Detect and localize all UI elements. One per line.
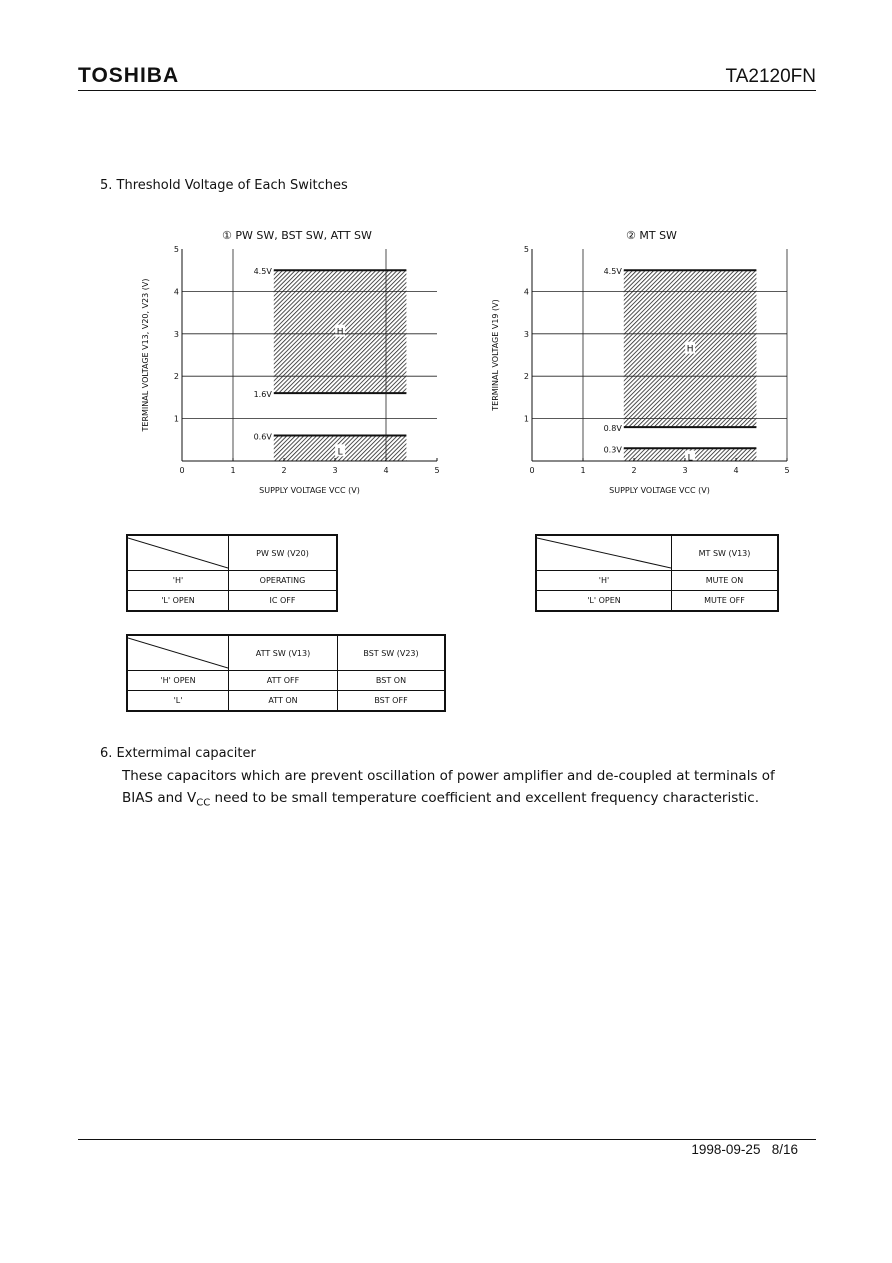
section6-line1: These capacitors which are prevent oscillation of power amplifier and de-coupled at terminals of	[122, 768, 775, 784]
pw-sw-table	[126, 534, 338, 612]
section5-title: 5. Threshold Voltage of Each Switches	[100, 178, 348, 193]
toshiba-logo: TOSHIBA	[78, 64, 180, 87]
x-tick-label: 3	[332, 466, 338, 475]
y-tick-label: 4	[173, 287, 179, 297]
part-number: TA2120FN	[725, 66, 816, 87]
vcc-subscript: CC	[196, 797, 211, 809]
x-tick-label: 0	[529, 466, 535, 475]
table-cell: ATT ON	[229, 691, 338, 711]
y-axis-label: TERMINAL VOLTAGE V13, V20, V23 (V)	[141, 278, 150, 432]
chart2	[480, 240, 810, 500]
table-cell: IC OFF	[229, 591, 338, 611]
footer-date: 1998-09-25	[691, 1142, 761, 1157]
table-cell: 'L' OPEN	[536, 591, 672, 611]
footer-date-page	[691, 1142, 798, 1157]
mt-col-header: MT SW (V13)	[672, 535, 779, 571]
y-tick-label: 1	[523, 414, 529, 424]
x-tick-label: 5	[434, 466, 440, 475]
chart1-title: ① PW SW, BST SW, ATT SW	[222, 229, 372, 242]
section6-title: 6. Extermimal capaciter	[100, 746, 256, 761]
diagonal-line	[128, 636, 228, 670]
section6-line2	[122, 790, 759, 809]
table-cell: 'H'	[127, 571, 229, 591]
x-tick-label: 1	[230, 466, 236, 475]
region-label: H	[336, 327, 344, 338]
table-cell: BST ON	[338, 671, 446, 691]
table-cell: 'L'	[127, 691, 229, 711]
region-label: L	[337, 447, 343, 458]
region-label: H	[686, 344, 694, 355]
bst-col-header: BST SW (V23)	[338, 635, 446, 671]
att-col-header: ATT SW (V13)	[229, 635, 338, 671]
x-tick-label: 3	[682, 466, 688, 475]
y-tick-label: 2	[523, 372, 529, 382]
table-diag-cell	[127, 635, 229, 671]
x-tick-label: 5	[784, 466, 790, 475]
table-cell: 'H' OPEN	[127, 671, 229, 691]
region-top-value: 0.3V	[603, 445, 622, 455]
y-axis-label: TERMINAL VOLTAGE V19 (V)	[491, 299, 500, 411]
table-cell: OPERATING	[229, 571, 338, 591]
y-tick-label: 2	[173, 372, 179, 382]
table-cell: BST OFF	[338, 691, 446, 711]
table-cell: MUTE OFF	[672, 591, 779, 611]
line2-part-b: need to be small temperature coefficient and excellent frequency characteristic.	[210, 790, 759, 806]
x-tick-label: 2	[281, 466, 287, 475]
header-rule	[78, 90, 816, 91]
table-cell: MUTE ON	[672, 571, 779, 591]
x-tick-label: 4	[383, 466, 389, 475]
pw-col-header: PW SW (V20)	[229, 535, 338, 571]
diagonal-line	[128, 536, 228, 570]
footer-page: 8/16	[771, 1142, 798, 1157]
att-bst-table	[126, 634, 446, 712]
footer-rule	[78, 1139, 816, 1140]
x-tick-label: 4	[733, 466, 739, 475]
x-tick-label: 2	[631, 466, 637, 475]
mt-sw-table	[535, 534, 779, 612]
y-tick-label: 4	[523, 287, 529, 297]
line2-part-a: BIAS and V	[122, 790, 197, 806]
region-top-value: 4.5V	[253, 267, 272, 277]
region-top-value: 0.6V	[253, 432, 272, 442]
region-bottom-value: 1.6V	[253, 390, 272, 400]
x-axis-label: SUPPLY VOLTAGE VCC (V)	[609, 486, 710, 495]
y-tick-label: 3	[173, 329, 179, 339]
table-cell: ATT OFF	[229, 671, 338, 691]
table-cell: 'L' OPEN	[127, 591, 229, 611]
x-tick-label: 0	[179, 466, 185, 475]
x-tick-label: 1	[580, 466, 586, 475]
table-cell: 'H'	[536, 571, 672, 591]
region-bottom-value: 0.8V	[603, 424, 622, 434]
chart1	[130, 240, 460, 500]
chart2-title: ② MT SW	[626, 229, 677, 242]
x-axis-label: SUPPLY VOLTAGE VCC (V)	[259, 486, 360, 495]
table-diag-cell	[127, 535, 229, 571]
region-label: L	[687, 453, 693, 464]
diagonal-line	[537, 536, 671, 570]
table-diag-cell	[536, 535, 672, 571]
y-tick-label: 1	[173, 414, 179, 424]
region-top-value: 4.5V	[603, 267, 622, 277]
y-tick-label: 5	[173, 245, 179, 254]
y-tick-label: 3	[523, 329, 529, 339]
y-tick-label: 5	[523, 245, 529, 254]
